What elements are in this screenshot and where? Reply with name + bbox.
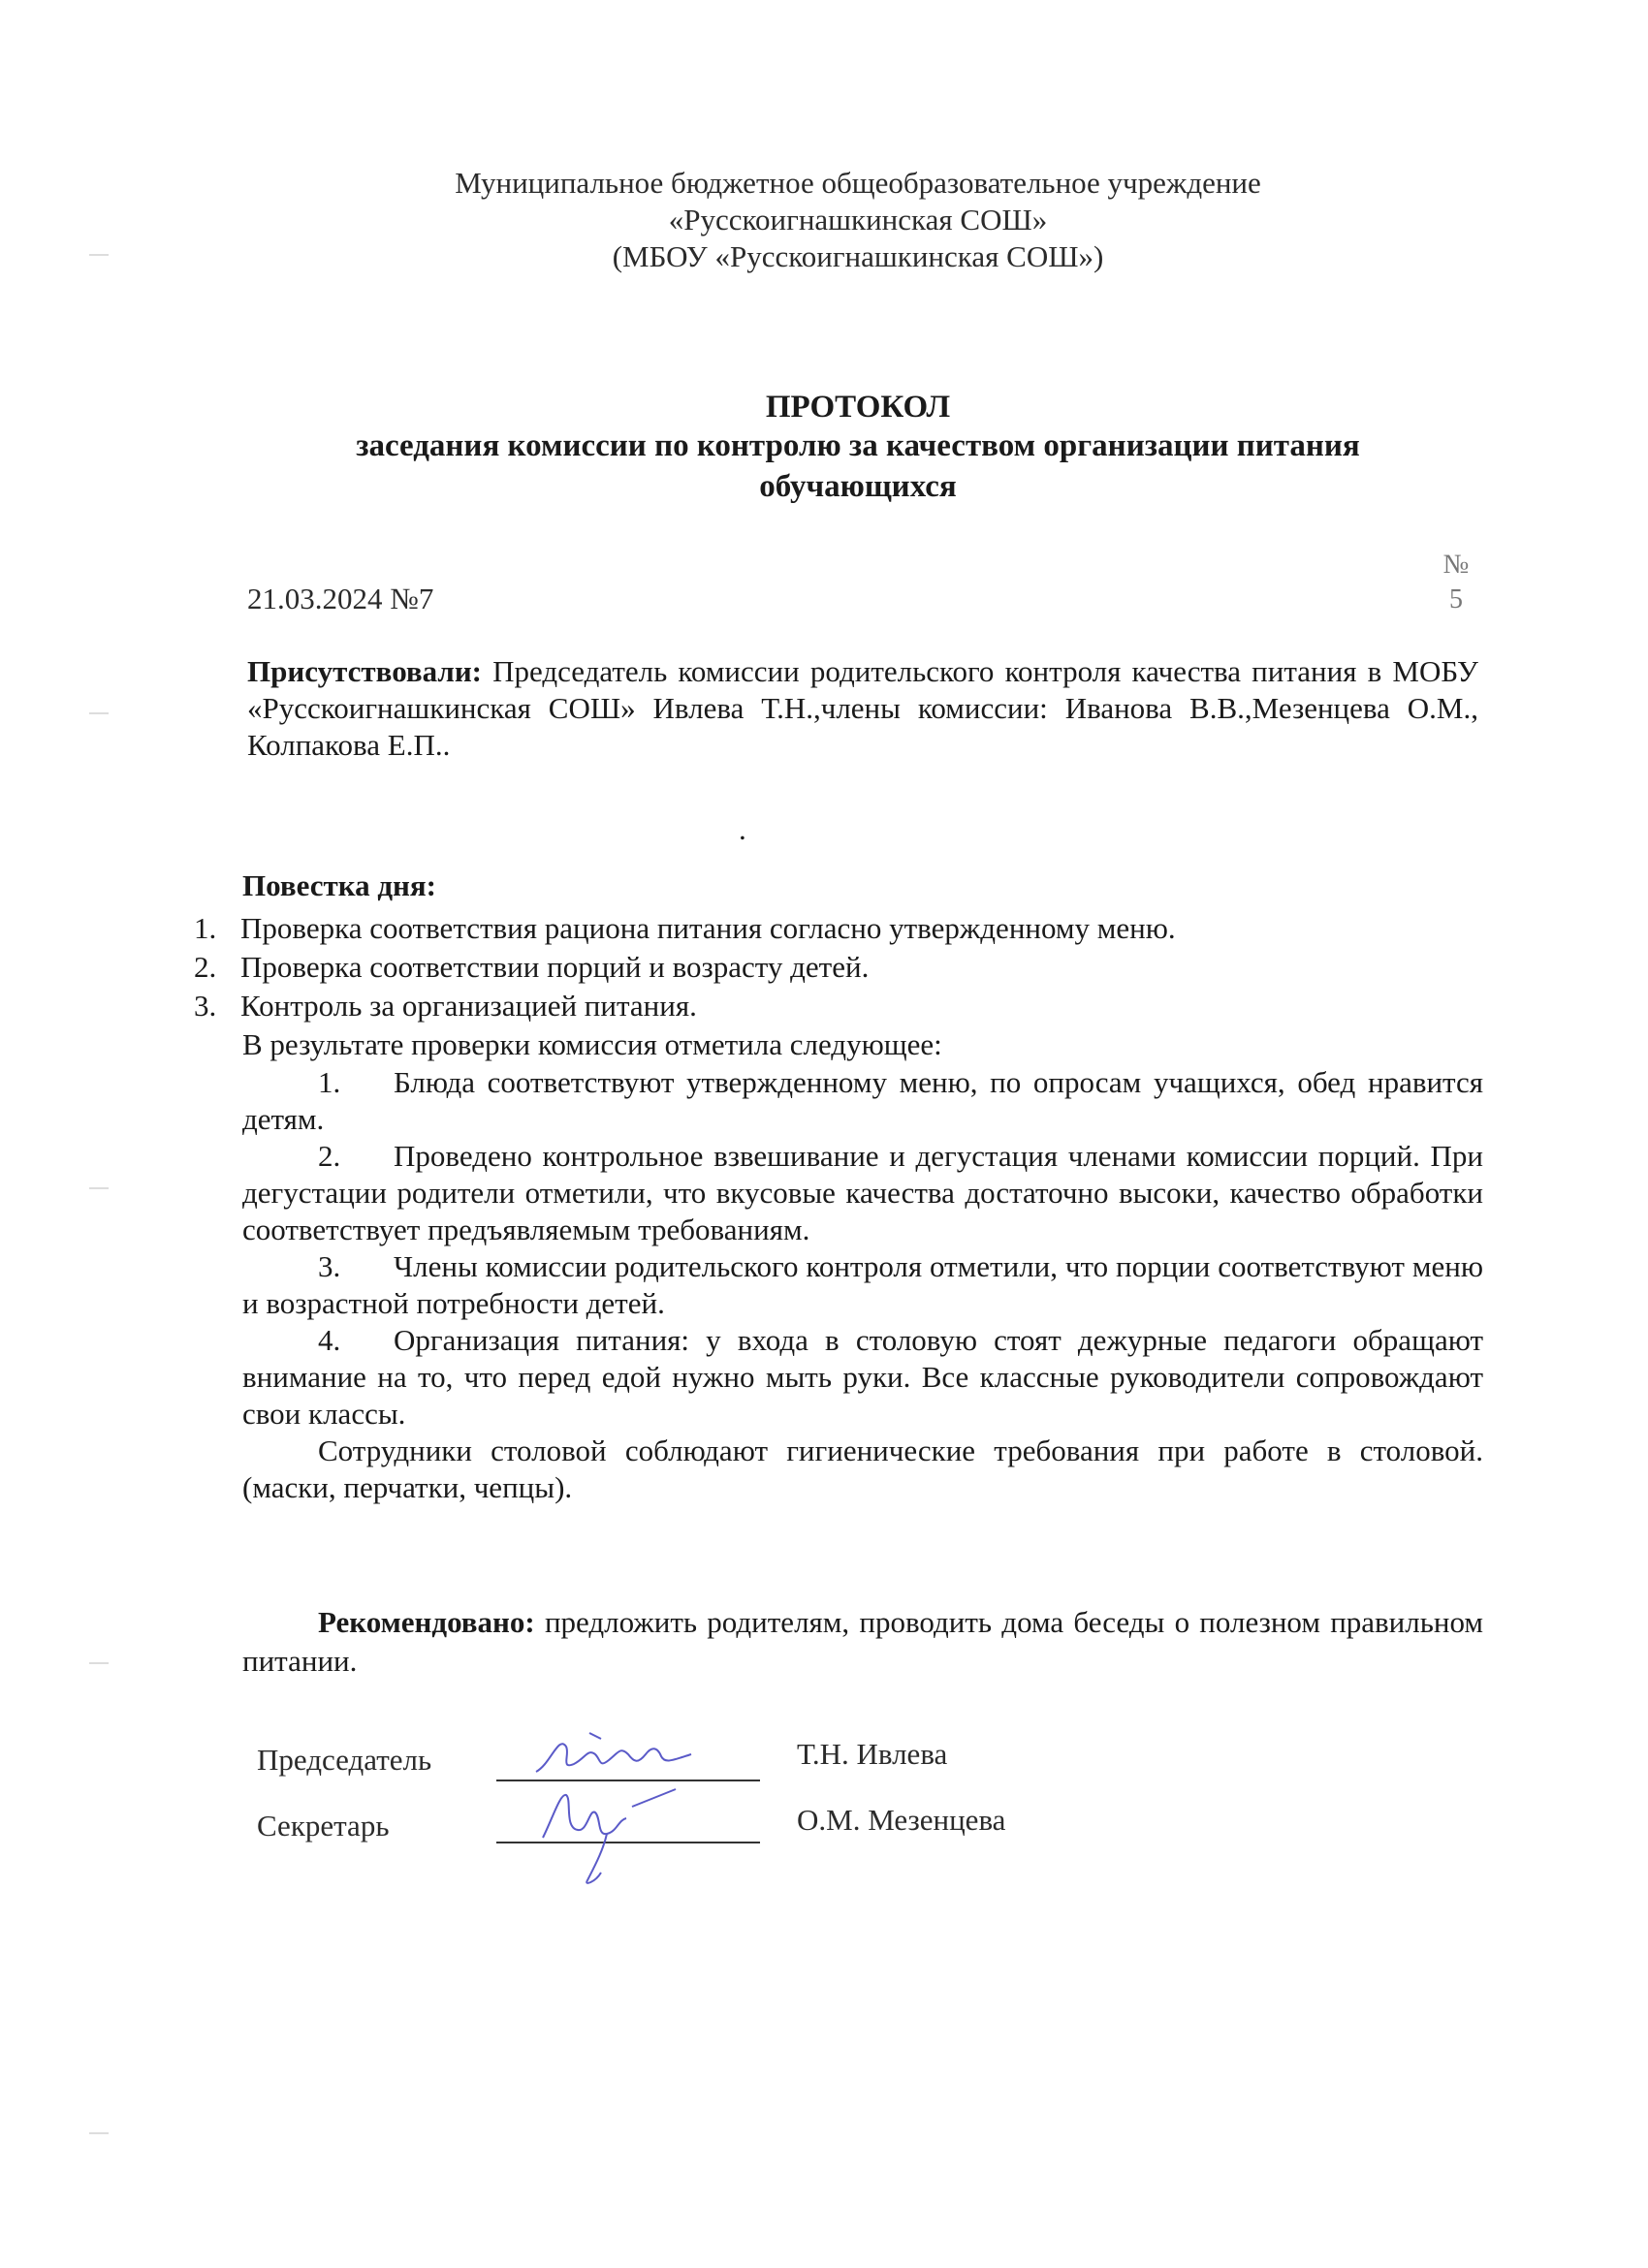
finding-text: Проведено контрольное взвешивание и дегустация членами комиссии порций. При дегустации родители отметили, что вкусовые качества достаточно высоки, качество обработки соответствует предъявляемым требованиям. [242,1139,1483,1246]
agenda-item [0,948,1478,987]
protocol-date-number: 21.03.2024 №7 [247,582,434,615]
finding-number: 2. [318,1139,341,1173]
chairman-name: Т.Н. Ивлева [797,1737,948,1771]
finding-text: Члены комиссии родительского контроля отметили, что порции соответствуют меню и возрастной потребности детей. [242,1249,1483,1320]
agenda-item-number: 3. [194,989,217,1023]
chairman-role: Председатель [257,1743,432,1777]
scan-margin-mark [89,1662,109,1664]
recommendation-paragraph [242,1603,1483,1681]
document-subtitle-line2: обучающихся [759,469,957,504]
chairman-signature-icon [531,1725,696,1783]
results-intro: В результате проверки комиссия отметила следующее: [242,1027,942,1061]
corner-number-sign: № [1442,550,1470,580]
findings-list [242,1064,1483,1506]
agenda-item-text: Проверка соответствии порций и возрасту детей. [240,950,870,984]
staff-note: Сотрудники столовой соблюдают гигиенические требования при работе в столовой. (маски, перчатки, чепцы). [242,1433,1483,1504]
finding-number: 3. [318,1249,341,1283]
scan-margin-mark [89,1187,109,1189]
organization-abbreviation: (МБОУ «Русскоигнашкинская СОШ») [612,239,1104,273]
finding-number: 1. [318,1065,341,1099]
document-title: ПРОТОКОЛ [765,390,951,425]
recommendation-text: предложить родителям, проводить дома беседы о полезном правильном питании. [242,1605,1483,1678]
agenda-list [0,909,1478,1025]
agenda-item-text: Проверка соответствия рациона питания согласно утвержденному меню. [240,911,1176,945]
agenda-item-number: 2. [194,950,217,984]
secretary-signature-icon [535,1780,690,1886]
corner-number [1437,548,1475,617]
recommendation-label: Рекомендовано: [318,1605,535,1639]
agenda-title: Повестка дня: [242,868,436,902]
agenda-item-number: 1. [194,911,217,945]
scan-margin-mark [89,712,109,714]
scan-margin-mark [89,254,109,256]
finding-item [242,1138,1483,1248]
attendees-text: Председатель комиссии родительского контроля качества питания в МОБУ «Русскоигнашкинская СОШ» Ивлева Т.Н.,члены комиссии: Иванова В.В.,Мезенцева О.М., Колпакова Е.П.. [247,654,1478,762]
agenda-item-text: Контроль за организацией питания. [240,989,697,1023]
secretary-name: О.М. Мезенцева [797,1803,1006,1837]
stray-dot: . [739,812,746,846]
secretary-role: Секретарь [257,1809,390,1843]
finding-item [242,1064,1483,1138]
finding-number: 4. [318,1323,341,1357]
attendees-label: Присутствовали: [247,654,483,688]
finding-item [242,1248,1483,1322]
agenda-item [0,909,1478,948]
finding-text: Блюда соответствуют утвержденному меню, по опросам учащихся, обед нравится детям. [242,1065,1483,1136]
agenda-item [0,987,1478,1025]
organization-name-line2: «Русскоигнашкинская СОШ» [668,203,1048,236]
finding-item [242,1322,1483,1433]
attendees-paragraph [247,653,1478,764]
organization-name-line1: Муниципальное бюджетное общеобразовательное учреждение [455,166,1261,200]
finding-text: Организация питания: у входа в столовую стоят дежурные педагоги обращают внимание на то, что перед едой нужно мыть руки. Все классные руководители сопровождают свои классы. [242,1323,1483,1431]
corner-number-value: 5 [1449,584,1463,614]
scan-margin-mark [89,2132,109,2134]
document-subtitle-line1: заседания комиссии по контролю за качеством организации питания [356,428,1360,463]
